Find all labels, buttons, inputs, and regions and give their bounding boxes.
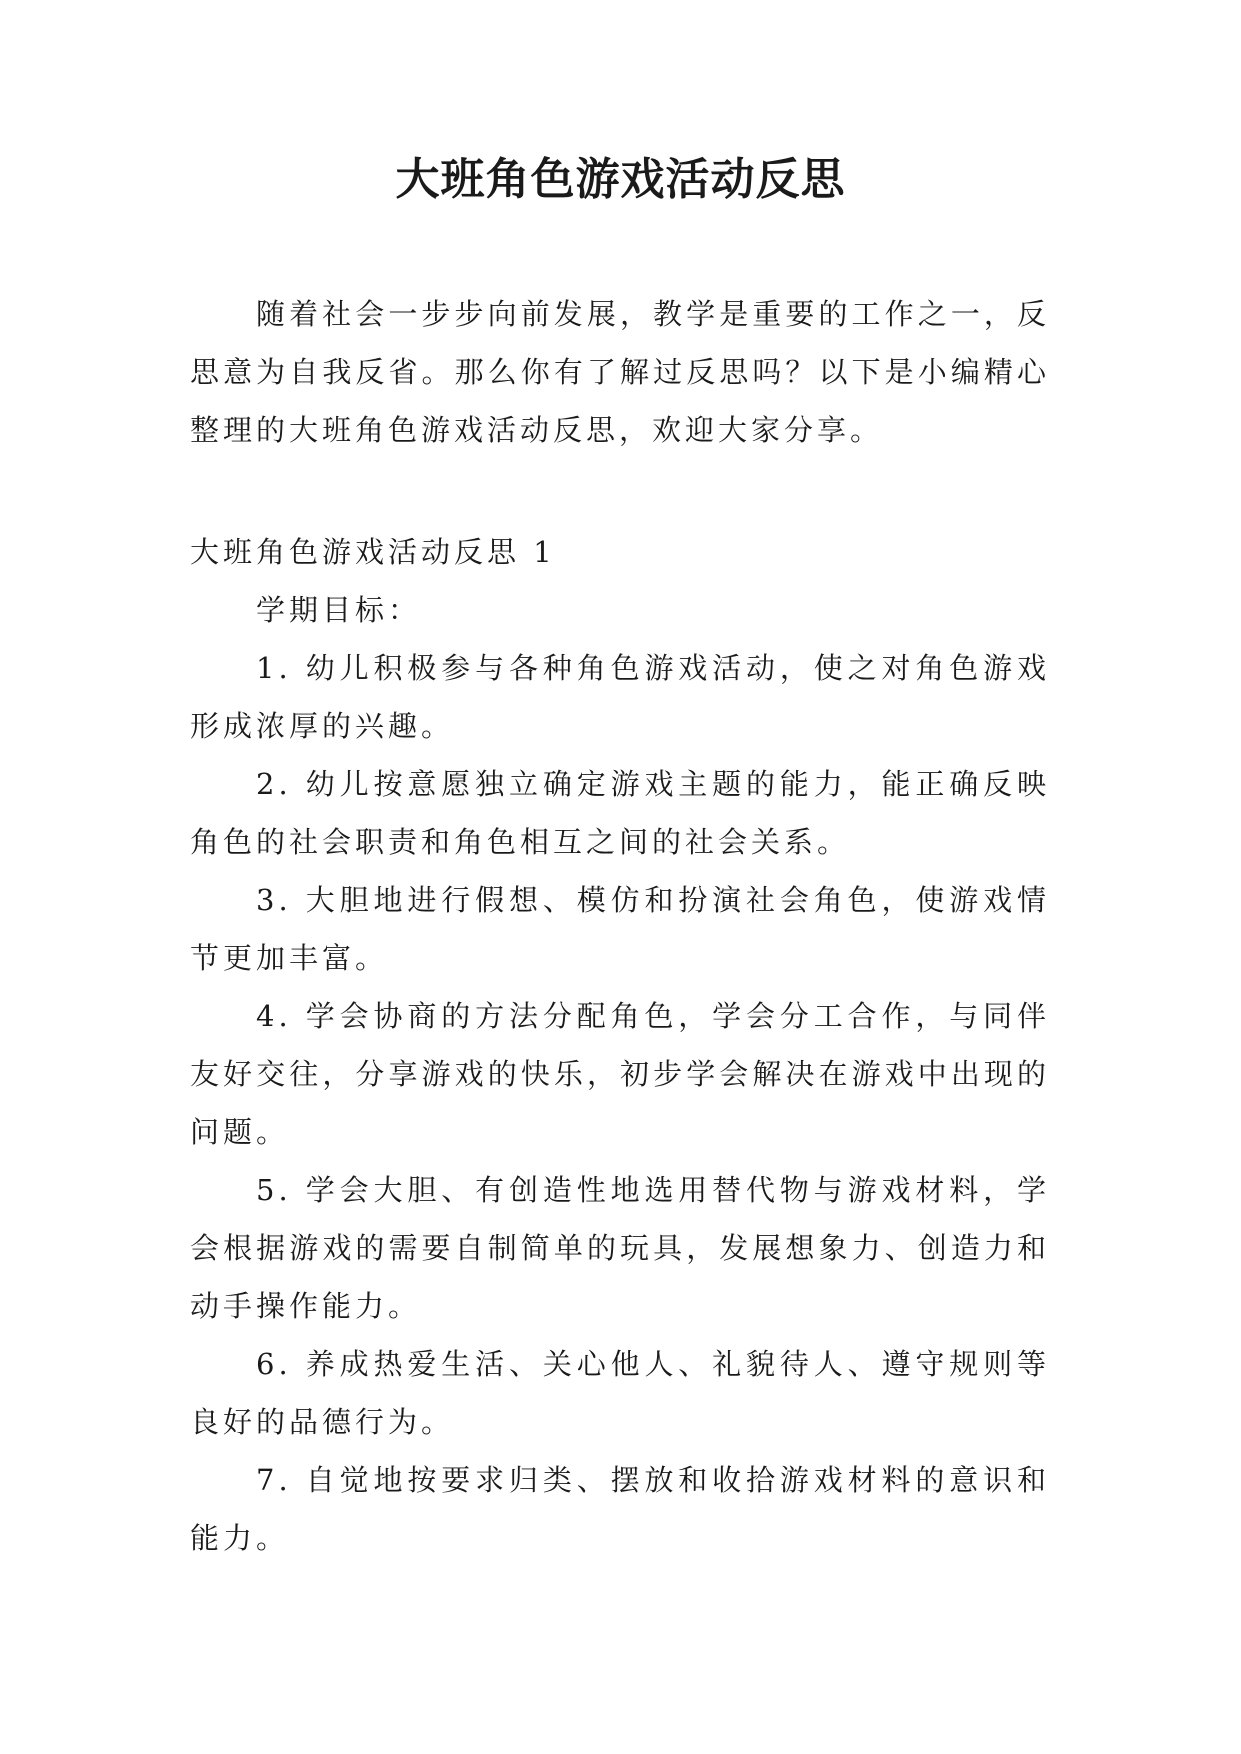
- goal-item: 7. 自觉地按要求归类、摆放和收拾游戏材料的意识和能力。: [190, 1463, 1050, 1555]
- goal-item: 4. 学会协商的方法分配角色，学会分工合作，与同伴友好交往，分享游戏的快乐，初步学会解决在游戏中出现的问题。: [190, 999, 1050, 1149]
- goal-item: 2. 幼儿按意愿独立确定游戏主题的能力，能正确反映角色的社会职责和角色相互之间的社会关系。: [190, 767, 1050, 859]
- goal-item: 3. 大胆地进行假想、模仿和扮演社会角色，使游戏情节更加丰富。: [190, 883, 1050, 975]
- goal-item: 5. 学会大胆、有创造性地选用替代物与游戏材料，学会根据游戏的需要自制简单的玩具，发展想象力、创造力和动手操作能力。: [190, 1173, 1050, 1323]
- document-title: 大班角色游戏活动反思: [395, 154, 846, 205]
- goals-subheading: 学期目标：: [256, 593, 422, 627]
- goal-item: 6. 养成热爱生活、关心他人、礼貌待人、遵守规则等良好的品德行为。: [190, 1347, 1050, 1439]
- section-heading: 大班角色游戏活动反思 1: [190, 535, 556, 569]
- goal-item: 1. 幼儿积极参与各种角色游戏活动，使之对角色游戏形成浓厚的兴趣。: [190, 651, 1050, 743]
- section-content: [190, 581, 1050, 1567]
- intro-paragraph: 随着社会一步步向前发展，教学是重要的工作之一，反思意为自我反省。那么你有了解过反思吗？以下是小编精心整理的大班角色游戏活动反思，欢迎大家分享。: [190, 297, 1050, 447]
